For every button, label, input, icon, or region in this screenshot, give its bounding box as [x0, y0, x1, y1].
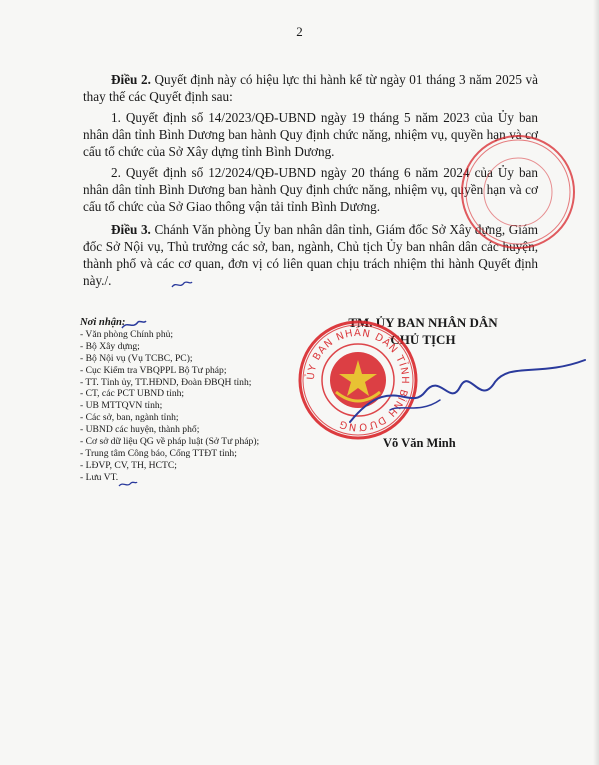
- recipient-item: - Cục Kiểm tra VBQPPL Bộ Tư pháp;: [80, 364, 227, 376]
- article-2-label: Điều 2.: [111, 72, 151, 87]
- recipient-item: - CT, các PCT UBND tỉnh;: [80, 388, 185, 400]
- recipients-heading: Nơi nhận:: [80, 317, 126, 328]
- recipient-item: - UB MTTQVN tỉnh;: [80, 400, 163, 412]
- recipient-item: - Các sở, ban, ngành tỉnh;: [80, 412, 179, 424]
- recipient-item: - TT. Tỉnh ủy, TT.HĐND, Đoàn ĐBQH tỉnh;: [80, 376, 252, 388]
- signature-title: TM. ỦY BAN NHÂN DÂN: [348, 315, 498, 330]
- recipient-item: - Văn phòng Chính phủ;: [80, 328, 174, 340]
- recipients-list: [80, 317, 310, 484]
- article-2-item-2: 2. Quyết định số 12/2024/QĐ-UBND ngày 20 tháng 6 năm 2024 của Ủy ban nhân dân tỉnh Bình Dương ban hành Quy định chức năng, nhiệm vụ, quyền hạn và cơ cấu tổ chức của Sở Giao thông vận tải tỉnh Bình Dương.: [83, 165, 538, 214]
- article-2-item-1: 1. Quyết định số 14/2023/QĐ-UBND ngày 19 tháng 5 năm 2023 của Ủy ban nhân dân tỉnh Bình Dương ban hành Quy định chức năng, nhiệm vụ, quyền hạn và cơ cấu tổ chức của Sở Xây dựng tỉnh Bình Dương.: [83, 110, 538, 159]
- recipient-item: - Cơ sở dữ liệu QG về pháp luật (Sở Tư pháp);: [80, 436, 260, 448]
- article-2-intro: [83, 71, 538, 105]
- recipient-item: - LĐVP, CV, TH, HCTC;: [80, 459, 177, 471]
- recipient-item: - Lưu VT.: [80, 471, 119, 483]
- article-3-label: Điều 3.: [111, 222, 151, 237]
- recipient-item: - UBND các huyện, thành phố;: [80, 424, 200, 436]
- initial-mark-icon: [117, 478, 139, 490]
- article-2-text: Quyết định này có hiệu lực thi hành kể từ ngày 01 tháng 3 năm 2025 và thay thế các Quyết định sau:: [83, 72, 538, 104]
- recipient-item: - Trung tâm Công báo, Cổng TTĐT tỉnh;: [80, 447, 237, 459]
- signer-name: Võ Văn Minh: [383, 436, 456, 450]
- article-3-text: Chánh Văn phòng Ủy ban nhân dân tỉnh, Giám đốc Sở Xây dựng, Giám đốc Sở Nội vụ, Thủ trưởng các sở, ban, ngành, Chủ tịch Ủy ban nhân dân các huyện, thành phố và các cơ quan, đơn vị có liên quan chịu trách nhiệm thi hành Quyết định này./.: [83, 222, 539, 288]
- initial-mark-icon: [120, 318, 148, 332]
- page-seal-icon: [456, 130, 580, 254]
- page-edge-shadow: [593, 0, 599, 765]
- initial-mark-icon: [170, 279, 194, 291]
- recipient-item: - Bộ Xây dựng;: [80, 340, 140, 352]
- signature-position: CHỦ TỊCH: [390, 332, 456, 347]
- recipient-item: - Bộ Nội vụ (Vụ TCBC, PC);: [80, 352, 193, 364]
- page-number: 2: [296, 24, 303, 39]
- signature-icon: [330, 352, 590, 442]
- seal-text: ỦY BAN NHÂN DÂN TỈNH BÌNH DƯƠNG: [305, 327, 411, 433]
